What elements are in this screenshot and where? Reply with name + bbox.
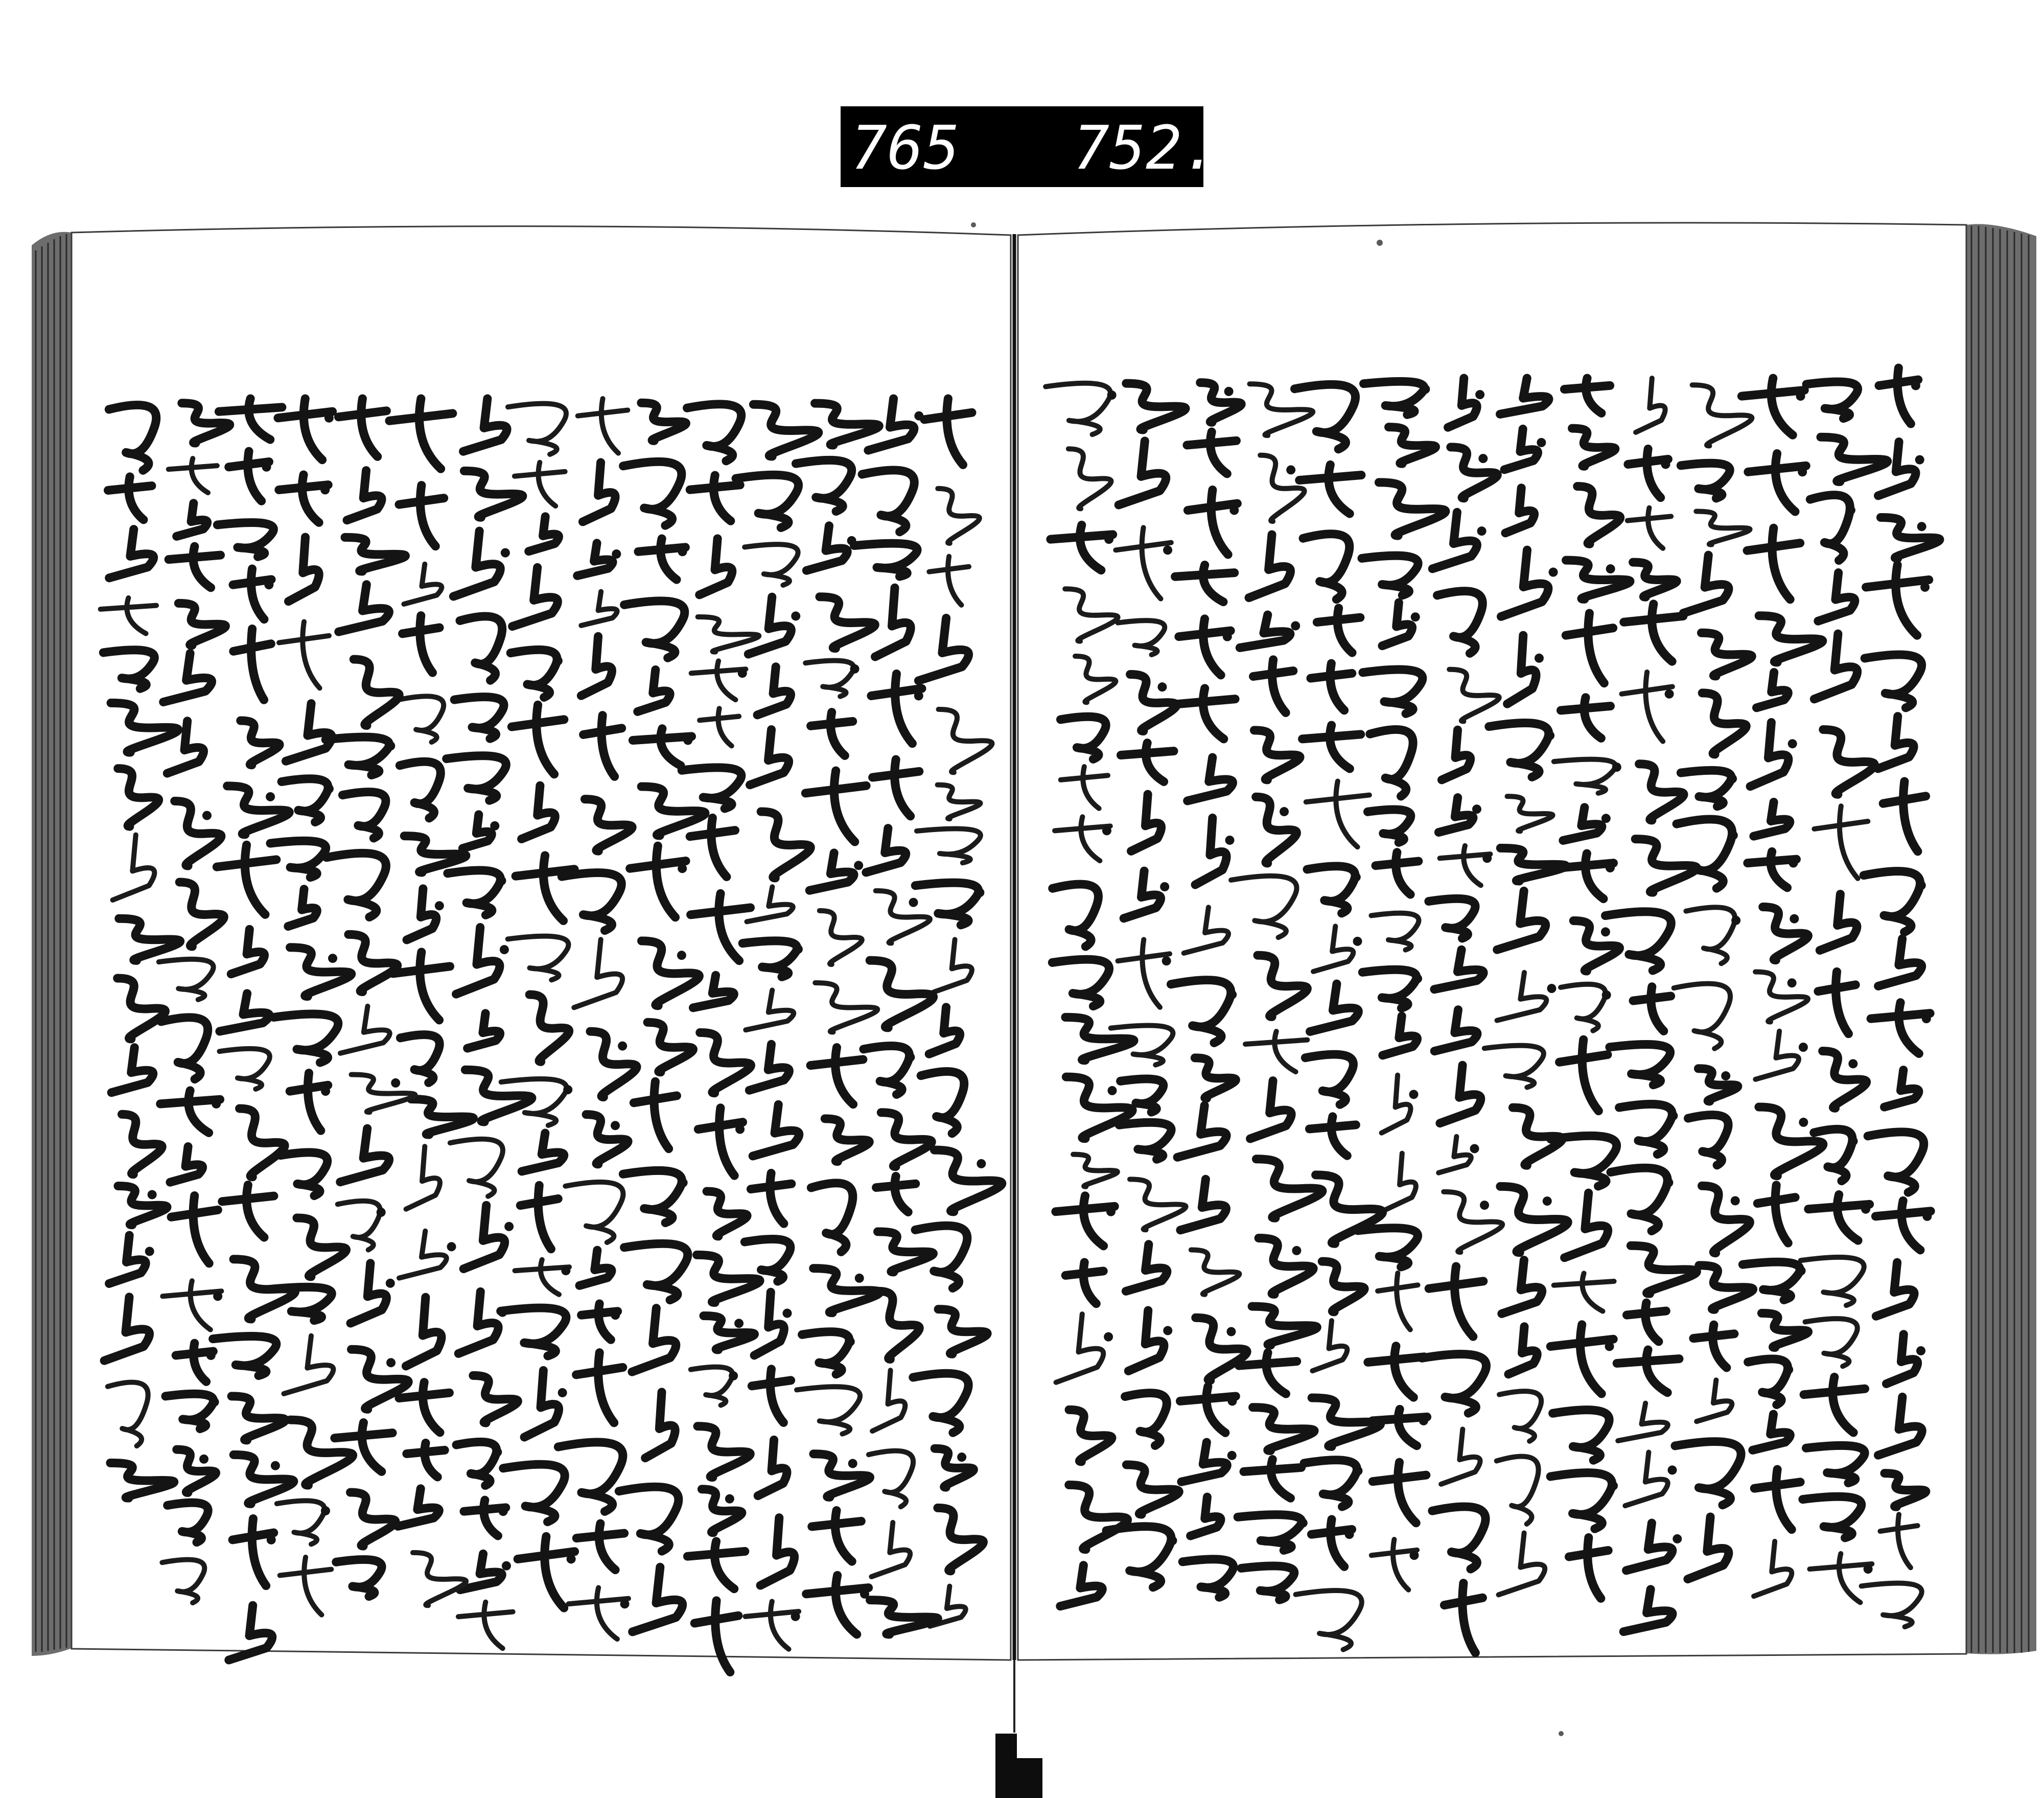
ink-dot <box>860 1589 869 1599</box>
ink-dot <box>377 1208 386 1217</box>
ink-dot <box>1224 387 1234 396</box>
ink-dot <box>1605 1342 1614 1351</box>
frame-number-label <box>841 106 1218 187</box>
ink-dot <box>1922 1212 1932 1221</box>
ink-dot <box>1911 381 1920 390</box>
ink-dot <box>500 945 509 954</box>
ink-dot <box>1280 807 1289 816</box>
ink-dot <box>391 1078 400 1088</box>
ink-dot <box>1353 937 1362 946</box>
ink-dot <box>1419 1416 1428 1425</box>
ink-dot <box>1601 814 1611 823</box>
paper-speck <box>1377 240 1383 246</box>
ink-dot <box>1731 916 1740 925</box>
ink-dot <box>1168 1536 1177 1545</box>
ink-dot <box>1799 1118 1808 1127</box>
ink-dot <box>1227 1396 1237 1405</box>
gutter-marker <box>995 1734 1042 1798</box>
ink-dot <box>493 1447 502 1457</box>
ink-dot <box>854 861 863 870</box>
ink-dot <box>210 1397 219 1407</box>
ink-dot <box>1409 1090 1418 1099</box>
ink-dot <box>611 1310 620 1320</box>
ink-dot <box>1788 859 1798 868</box>
ink-dot <box>909 898 918 907</box>
ink-dot <box>1537 438 1546 447</box>
ink-dot <box>678 547 687 556</box>
ink-dot <box>202 811 212 820</box>
ink-dot <box>975 888 984 897</box>
frame-number-right: 752. <box>1073 112 1219 183</box>
ink-dot <box>1352 872 1361 882</box>
ink-dot <box>1673 1534 1682 1543</box>
ink-dot <box>1475 390 1484 399</box>
ink-dot <box>213 1292 222 1301</box>
ink-dot <box>1472 804 1481 814</box>
ink-dot <box>1917 522 1926 531</box>
ink-dot <box>679 1178 688 1187</box>
ink-dot <box>320 485 330 494</box>
ink-dot <box>1298 1518 1308 1528</box>
frame-number-left: 765 <box>851 112 960 183</box>
ink-dot <box>321 1087 330 1096</box>
ink-dot <box>1601 927 1610 936</box>
ink-dot <box>620 1599 630 1608</box>
ink-dot <box>1796 391 1805 401</box>
ink-dot <box>1861 1205 1870 1214</box>
ink-dot <box>1849 1137 1858 1146</box>
ink-dot <box>1797 1266 1806 1275</box>
ink-dot <box>1667 1465 1677 1474</box>
ink-dot <box>855 1274 864 1283</box>
ink-dot <box>1788 739 1797 748</box>
ink-dot <box>1731 1196 1740 1205</box>
ink-dot <box>1292 1246 1301 1255</box>
ink-dot <box>447 1242 456 1251</box>
ink-dot <box>1286 465 1295 474</box>
ink-dot <box>1227 990 1237 999</box>
ink-dot <box>794 944 803 954</box>
ink-dot <box>1922 1014 1931 1023</box>
ink-dot <box>435 901 444 910</box>
ink-dot <box>386 1279 395 1288</box>
ink-dot <box>1163 1326 1172 1335</box>
ink-dot <box>266 792 275 801</box>
ink-dot <box>612 549 621 559</box>
ink-dot <box>324 413 334 423</box>
ink-dot <box>1225 836 1235 845</box>
ink-dot <box>567 1554 576 1563</box>
ink-dot <box>1549 568 1558 577</box>
ink-dot <box>148 1190 157 1199</box>
ink-dot <box>502 1561 511 1571</box>
ink-dot <box>1864 1564 1873 1574</box>
ink-dot <box>1664 1178 1673 1187</box>
paper-speck <box>1559 1731 1564 1736</box>
ink-dot <box>914 411 923 421</box>
ink-dot <box>1354 1466 1363 1476</box>
ink-dot <box>206 1351 216 1360</box>
ink-dot <box>1480 1201 1489 1210</box>
ink-dot <box>1729 831 1738 840</box>
ink-dot <box>1104 1332 1113 1342</box>
ink-dot <box>1915 455 1924 465</box>
ink-dot <box>386 741 395 750</box>
ink-dot <box>328 954 337 963</box>
ink-dot <box>734 1319 744 1328</box>
ink-dot <box>1411 612 1420 621</box>
ink-dot <box>848 1459 857 1468</box>
ink-dot <box>561 1266 570 1275</box>
ink-dot <box>1345 1530 1354 1539</box>
ink-dot <box>386 1358 396 1367</box>
ink-dot <box>1543 1196 1552 1206</box>
ink-dot <box>678 864 687 873</box>
ink-dot <box>1798 467 1807 476</box>
ink-dot <box>553 656 563 665</box>
ink-dot <box>321 1506 330 1515</box>
ink-dot <box>738 669 747 678</box>
right-page-edges <box>1966 224 2036 1654</box>
ink-dot <box>212 1099 221 1109</box>
ink-dot <box>262 463 271 472</box>
ink-dot <box>1477 526 1486 536</box>
ink-dot <box>1229 505 1239 515</box>
ink-dot <box>499 1507 508 1516</box>
ink-dot <box>905 1052 915 1062</box>
ink-dot <box>497 876 506 885</box>
ink-dot <box>1665 689 1674 699</box>
ink-dot <box>1106 1207 1116 1216</box>
ink-dot <box>1606 863 1615 872</box>
ink-dot <box>1728 774 1737 783</box>
ink-dot <box>501 548 510 558</box>
ink-dot <box>1799 1043 1808 1052</box>
ink-dot <box>847 536 856 545</box>
ink-dot <box>1848 1059 1857 1068</box>
ink-dot <box>791 611 800 620</box>
ink-dot <box>490 821 499 831</box>
ink-dot <box>729 1371 738 1380</box>
ink-dot <box>1784 1365 1793 1374</box>
paper-speck <box>971 222 976 227</box>
ink-dot <box>1668 1111 1678 1120</box>
ink-dot <box>498 1308 507 1317</box>
ink-dot <box>1721 1071 1730 1080</box>
ink-dot <box>1410 1551 1419 1560</box>
ink-dot <box>1535 654 1544 663</box>
ink-dot <box>1163 545 1172 555</box>
ink-dot <box>1661 459 1670 469</box>
ink-dot <box>1482 854 1492 863</box>
ink-dot <box>1421 384 1430 394</box>
ink-dot <box>1291 621 1300 630</box>
ink-dot <box>1104 535 1113 544</box>
ink-dot <box>1107 1086 1117 1095</box>
ink-dot <box>683 735 692 745</box>
ink-dot <box>1545 731 1554 740</box>
ink-dot <box>735 1125 745 1134</box>
ink-dot <box>782 1309 792 1318</box>
ink-dot <box>1920 583 1930 592</box>
ink-dot <box>850 664 860 674</box>
ink-dot <box>791 1612 800 1621</box>
ink-dot <box>914 691 923 700</box>
ink-dot <box>618 1042 627 1051</box>
ink-dot <box>271 1461 280 1470</box>
ink-dot <box>558 1388 567 1397</box>
ink-dot <box>563 1085 572 1094</box>
ink-dot <box>1157 682 1167 691</box>
ink-dot <box>1787 978 1797 987</box>
ink-dot <box>725 1494 734 1504</box>
ink-dot <box>267 1535 276 1545</box>
ink-dot <box>1609 1481 1618 1490</box>
ink-dot <box>1602 990 1611 1000</box>
ink-dot <box>1102 826 1111 835</box>
ink-dot <box>324 784 334 793</box>
ink-dot <box>846 1337 855 1346</box>
ink-dot <box>1917 881 1926 890</box>
ink-dot <box>1547 984 1556 993</box>
ink-dot <box>145 1247 154 1256</box>
ink-dot <box>1606 564 1615 573</box>
ink-dot <box>199 1455 208 1464</box>
ink-dot <box>611 1121 620 1130</box>
ink-dot <box>957 1453 966 1462</box>
ink-dot <box>1612 763 1621 772</box>
left-page-edges <box>32 232 72 1656</box>
ink-dot <box>1846 505 1855 515</box>
ink-dot <box>977 1159 986 1168</box>
ink-dot <box>504 1222 514 1231</box>
ink-dot <box>1470 1144 1479 1153</box>
ink-dot <box>1478 454 1488 463</box>
ink-dot <box>1916 1346 1925 1355</box>
ink-dot <box>1162 956 1171 965</box>
ink-dot <box>677 951 686 960</box>
ink-dot <box>1226 1327 1236 1336</box>
ink-dot <box>1227 1451 1237 1460</box>
ink-dot <box>1107 390 1117 400</box>
ink-dot <box>1413 974 1422 983</box>
ink-dot <box>1160 882 1169 891</box>
ink-dot <box>1223 632 1232 641</box>
ink-dot <box>1790 914 1799 924</box>
ink-dot <box>264 580 273 589</box>
